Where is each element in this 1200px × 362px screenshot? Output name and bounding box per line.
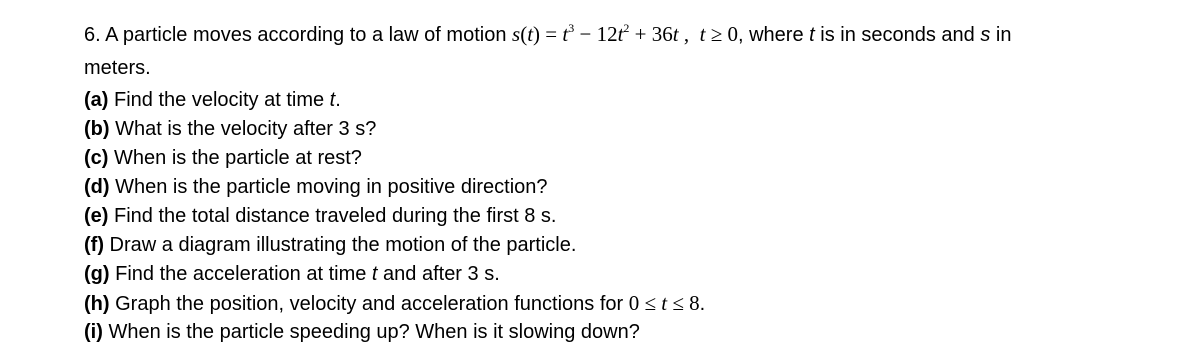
problem-statement-line-2 xyxy=(84,50,1184,86)
part-h xyxy=(84,289,1184,318)
part-tail: . xyxy=(335,89,341,111)
part-label: (d) xyxy=(84,176,110,198)
part-label: (e) xyxy=(84,205,109,227)
part-text: Draw a diagram illustrating the motion of the particle. xyxy=(109,234,577,256)
part-label: (i) xyxy=(84,321,103,343)
part-a xyxy=(84,86,1184,115)
part-text: Find the velocity at time xyxy=(114,89,330,111)
intro-after-2: is in seconds and xyxy=(814,24,981,46)
problem-intro-line-2: meters. xyxy=(84,57,151,79)
part-i xyxy=(84,318,1184,347)
part-label: (c) xyxy=(84,147,109,169)
part-label: (b) xyxy=(84,118,110,140)
part-text: Graph the position, velocity and acceleration functions for xyxy=(115,293,624,315)
part-f xyxy=(84,231,1184,260)
motion-equation: $s(t) = t^3 - 12t^2 + 36t$ , t ≥ 0 xyxy=(512,21,738,46)
time-interval: 0 ≤ t ≤ 8 xyxy=(628,291,700,315)
part-e xyxy=(84,202,1184,231)
problem-intro: A particle moves according to a law of motion xyxy=(105,24,507,46)
problem-6 xyxy=(84,18,1184,347)
part-label: (g) xyxy=(84,263,110,285)
intro-after-1: , where xyxy=(737,24,810,46)
part-tail: . xyxy=(699,293,706,315)
part-label: (f) xyxy=(84,234,104,256)
intro-after-3: in xyxy=(990,24,1012,46)
problem-statement-line-1 xyxy=(84,18,1184,50)
part-var: t xyxy=(371,263,378,285)
part-c xyxy=(84,144,1184,173)
part-label: (h) xyxy=(84,293,110,315)
var-s: s xyxy=(980,24,991,46)
part-tail: and after 3 s. xyxy=(377,263,500,285)
part-label: (a) xyxy=(84,89,109,111)
part-text: What is the velocity after 3 s? xyxy=(115,118,377,140)
part-text: When is the particle at rest? xyxy=(114,147,362,169)
part-text: Find the total distance traveled during the first 8 s. xyxy=(114,205,557,227)
part-var: t xyxy=(329,89,336,111)
part-text: When is the particle moving in positive direction? xyxy=(115,176,548,198)
var-t: t xyxy=(809,24,815,46)
part-d xyxy=(84,173,1184,202)
problem-number: 6. xyxy=(84,24,101,46)
part-text: When is the particle speeding up? When is it slowing down? xyxy=(108,321,640,343)
part-b xyxy=(84,115,1184,144)
part-g xyxy=(84,260,1184,289)
part-text: Find the acceleration at time xyxy=(115,263,372,285)
